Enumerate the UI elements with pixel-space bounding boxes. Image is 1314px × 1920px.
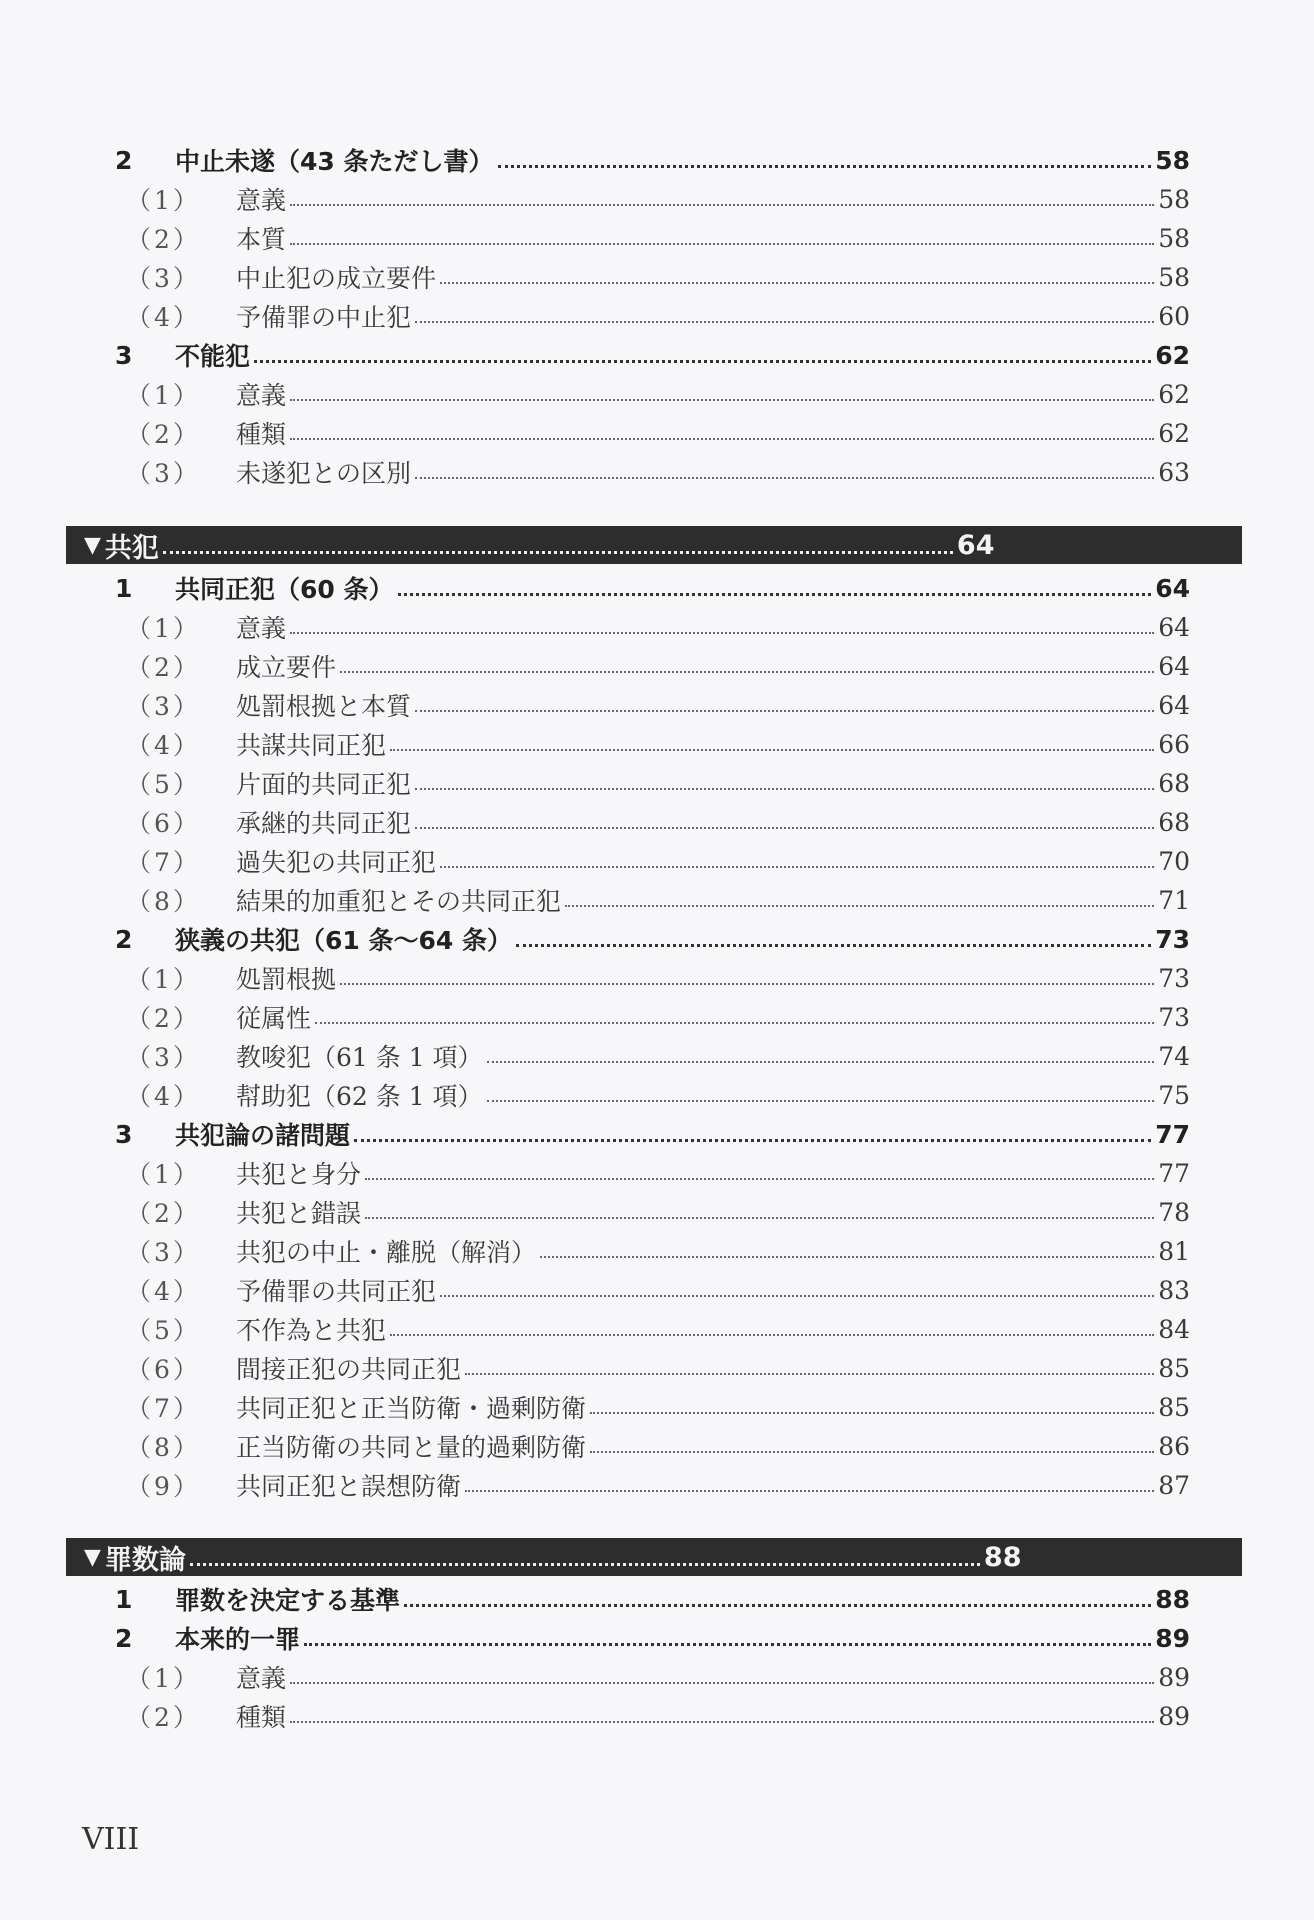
entry-number: （3） <box>126 1238 201 1267</box>
triangle-down-icon: ▼ <box>84 532 101 558</box>
dot-leader <box>516 944 1151 947</box>
item-entry <box>126 763 1190 803</box>
entry-title: 狭義の共犯（61 条〜64 条） <box>175 926 512 955</box>
section-page: 88 <box>983 1541 1022 1573</box>
entry-number: 3 <box>115 340 133 370</box>
item-entry <box>126 296 1190 336</box>
entry-number: （3） <box>126 264 201 293</box>
item-entry <box>126 1657 1190 1697</box>
entry-page: 64 <box>1158 651 1190 681</box>
item-entry <box>126 1426 1190 1466</box>
entry-number: （8） <box>126 887 201 916</box>
entry-number: 1 <box>115 573 133 603</box>
entry-title: 予備罪の中止犯 <box>236 303 412 332</box>
item-entry <box>126 179 1190 219</box>
subsection-entry <box>115 919 1190 959</box>
entry-title: 教唆犯（61 条 1 項） <box>236 1043 483 1072</box>
entry-number: （4） <box>126 1277 201 1306</box>
entry-title: 中止犯の成立要件 <box>236 264 437 293</box>
item-entry <box>126 218 1190 258</box>
entry-page: 83 <box>1158 1275 1190 1305</box>
entry-page: 89 <box>1155 1623 1190 1653</box>
entry-number: （2） <box>126 1004 201 1033</box>
item-entry <box>126 685 1190 725</box>
section-title: 罪数論 <box>104 1544 186 1576</box>
item-entry <box>126 452 1190 492</box>
dot-leader <box>365 1217 1154 1219</box>
entry-title: 共謀共同正犯 <box>236 731 387 760</box>
entry-title: 未遂犯との区別 <box>236 459 412 488</box>
section-bar <box>66 526 1242 564</box>
entry-page: 62 <box>1155 340 1190 370</box>
entry-title: 意義 <box>236 186 287 215</box>
dot-leader <box>415 321 1154 323</box>
entry-number: （2） <box>126 1199 201 1228</box>
item-entry <box>126 1192 1190 1232</box>
entry-number: 2 <box>115 1623 133 1653</box>
entry-number: （1） <box>126 965 201 994</box>
dot-leader <box>465 1373 1154 1375</box>
dot-leader <box>498 165 1152 168</box>
entry-title: 正当防衛の共同と量的過剰防衛 <box>236 1433 587 1462</box>
entry-number: （3） <box>126 1043 201 1072</box>
item-entry <box>126 1387 1190 1427</box>
subsection-entry <box>115 1114 1190 1154</box>
entry-number: （4） <box>126 1082 201 1111</box>
dot-leader <box>487 1100 1155 1102</box>
entry-page: 63 <box>1158 457 1190 487</box>
item-entry <box>126 1348 1190 1388</box>
entry-title: 共犯と身分 <box>236 1160 362 1189</box>
entry-title: 共犯の中止・離脱（解消） <box>236 1238 537 1267</box>
entry-number: （9） <box>126 1472 201 1501</box>
entry-page: 58 <box>1158 223 1190 253</box>
dot-leader <box>290 204 1154 206</box>
entry-number: （6） <box>126 1355 201 1384</box>
entry-number: （6） <box>126 809 201 838</box>
entry-page: 73 <box>1155 924 1190 954</box>
subsection-entry <box>115 568 1190 608</box>
item-entry <box>126 1075 1190 1115</box>
entry-title: 片面的共同正犯 <box>236 770 412 799</box>
dot-leader <box>290 438 1154 440</box>
dot-leader <box>340 983 1154 985</box>
entry-page: 58 <box>1158 184 1190 214</box>
entry-number: （4） <box>126 731 201 760</box>
dot-leader <box>465 1490 1154 1492</box>
entry-page: 70 <box>1158 846 1190 876</box>
dot-leader <box>254 360 1151 363</box>
entry-page: 64 <box>1158 612 1190 642</box>
item-entry <box>126 1309 1190 1349</box>
dot-leader <box>365 1178 1154 1180</box>
entry-title: 種類 <box>236 1703 287 1732</box>
entry-number: （5） <box>126 770 201 799</box>
entry-title: 意義 <box>236 381 287 410</box>
entry-number: （7） <box>126 1394 201 1423</box>
dot-leader <box>354 1139 1151 1142</box>
entry-title: 結果的加重犯とその共同正犯 <box>236 887 562 916</box>
entry-number: 1 <box>115 1584 133 1614</box>
dot-leader <box>540 1256 1154 1258</box>
entry-number: 2 <box>115 924 133 954</box>
entry-title: 本来的一罪 <box>175 1625 301 1654</box>
subsection-entry <box>115 335 1190 375</box>
entry-title: 処罰根拠と本質 <box>236 692 412 721</box>
entry-page: 77 <box>1155 1119 1190 1149</box>
entry-title: 予備罪の共同正犯 <box>236 1277 437 1306</box>
dot-leader <box>415 710 1154 712</box>
entry-page: 58 <box>1155 145 1190 175</box>
entry-number: （3） <box>126 459 201 488</box>
subsection-entry <box>115 1618 1190 1658</box>
entry-title: 処罰根拠 <box>236 965 337 994</box>
entry-title: 承継的共同正犯 <box>236 809 412 838</box>
entry-page: 85 <box>1158 1392 1190 1422</box>
item-entry <box>126 958 1190 998</box>
entry-page: 84 <box>1158 1314 1190 1344</box>
item-entry <box>126 1153 1190 1193</box>
entry-title: 不能犯 <box>175 342 251 371</box>
item-entry <box>126 1231 1190 1271</box>
entry-number: （2） <box>126 653 201 682</box>
dot-leader <box>163 551 953 554</box>
entry-title: 過失犯の共同正犯 <box>236 848 437 877</box>
dot-leader <box>315 1022 1154 1024</box>
triangle-down-icon: ▼ <box>84 1544 101 1570</box>
section-page: 64 <box>956 529 995 561</box>
entry-page: 62 <box>1158 379 1190 409</box>
entry-title: 共同正犯と正当防衛・過剰防衛 <box>236 1394 587 1423</box>
entry-title: 不作為と共犯 <box>236 1316 387 1345</box>
entry-page: 58 <box>1158 262 1190 292</box>
dot-leader <box>190 1563 980 1566</box>
dot-leader <box>415 827 1154 829</box>
entry-page: 62 <box>1158 418 1190 448</box>
entry-title: 成立要件 <box>236 653 337 682</box>
entry-number: （1） <box>126 186 201 215</box>
entry-title: 意義 <box>236 1664 287 1693</box>
dot-leader <box>390 1334 1154 1336</box>
entry-title: 共同正犯（60 条） <box>175 575 394 604</box>
entry-page: 81 <box>1158 1236 1190 1266</box>
dot-leader <box>590 1451 1154 1453</box>
item-entry <box>126 841 1190 881</box>
item-entry <box>126 802 1190 842</box>
item-entry <box>126 374 1190 414</box>
entry-page: 64 <box>1155 573 1190 603</box>
dot-leader <box>440 1295 1154 1297</box>
entry-page: 66 <box>1158 729 1190 759</box>
entry-page: 89 <box>1158 1662 1190 1692</box>
item-entry <box>126 1036 1190 1076</box>
entry-title: 幇助犯（62 条 1 項） <box>236 1082 483 1111</box>
item-entry <box>126 646 1190 686</box>
entry-number: （1） <box>126 614 201 643</box>
entry-number: （4） <box>126 303 201 332</box>
entry-title: 罪数を決定する基準 <box>175 1586 401 1615</box>
entry-title: 種類 <box>236 420 287 449</box>
item-entry <box>126 1696 1190 1736</box>
entry-number: （8） <box>126 1433 201 1462</box>
entry-title: 本質 <box>236 225 287 254</box>
dot-leader <box>487 1061 1155 1063</box>
item-entry <box>126 1270 1190 1310</box>
entry-page: 89 <box>1158 1701 1190 1731</box>
entry-page: 71 <box>1158 885 1190 915</box>
entry-page: 73 <box>1158 1002 1190 1032</box>
item-entry <box>126 257 1190 297</box>
subsection-entry <box>115 140 1190 180</box>
entry-page: 87 <box>1158 1470 1190 1500</box>
subsection-entry <box>115 1579 1190 1619</box>
entry-title: 共犯と錯誤 <box>236 1199 362 1228</box>
entry-page: 60 <box>1158 301 1190 331</box>
entry-number: （5） <box>126 1316 201 1345</box>
item-entry <box>126 724 1190 764</box>
entry-number: （1） <box>126 1160 201 1189</box>
entry-number: （1） <box>126 1664 201 1693</box>
entry-title: 意義 <box>236 614 287 643</box>
dot-leader <box>290 1721 1154 1723</box>
dot-leader <box>290 243 1154 245</box>
entry-number: （2） <box>126 420 201 449</box>
entry-number: （2） <box>126 225 201 254</box>
dot-leader <box>340 671 1154 673</box>
section-bar <box>66 1538 1242 1576</box>
dot-leader <box>398 593 1152 596</box>
item-entry <box>126 413 1190 453</box>
entry-title: 共犯論の諸問題 <box>175 1121 351 1150</box>
entry-number: 2 <box>115 145 133 175</box>
dot-leader <box>290 632 1154 634</box>
entry-title: 中止未遂（43 条ただし書） <box>175 147 494 176</box>
entry-page: 73 <box>1158 963 1190 993</box>
entry-number: （3） <box>126 692 201 721</box>
dot-leader <box>390 749 1154 751</box>
dot-leader <box>440 866 1154 868</box>
entry-number: （2） <box>126 1703 201 1732</box>
section-title: 共犯 <box>104 532 159 564</box>
dot-leader <box>565 905 1154 907</box>
item-entry <box>126 607 1190 647</box>
entry-page: 77 <box>1158 1158 1190 1188</box>
dot-leader <box>304 1643 1151 1646</box>
dot-leader <box>415 477 1154 479</box>
entry-page: 86 <box>1158 1431 1190 1461</box>
entry-title: 従属性 <box>236 1004 312 1033</box>
dot-leader <box>415 788 1154 790</box>
entry-page: 85 <box>1158 1353 1190 1383</box>
item-entry <box>126 880 1190 920</box>
entry-page: 74 <box>1158 1041 1190 1071</box>
dot-leader <box>404 1604 1151 1607</box>
entry-number: （1） <box>126 381 201 410</box>
entry-number: 3 <box>115 1119 133 1149</box>
entry-page: 75 <box>1158 1080 1190 1110</box>
entry-page: 88 <box>1155 1584 1190 1614</box>
entry-page: 64 <box>1158 690 1190 720</box>
entry-page: 68 <box>1158 807 1190 837</box>
entry-page: 68 <box>1158 768 1190 798</box>
entry-title: 共同正犯と誤想防衛 <box>236 1472 462 1501</box>
page-number: VIII <box>82 1822 140 1857</box>
dot-leader <box>440 282 1154 284</box>
entry-number: （7） <box>126 848 201 877</box>
entry-page: 78 <box>1158 1197 1190 1227</box>
item-entry <box>126 1465 1190 1505</box>
dot-leader <box>290 399 1154 401</box>
item-entry <box>126 997 1190 1037</box>
dot-leader <box>590 1412 1154 1414</box>
dot-leader <box>290 1682 1154 1684</box>
entry-title: 間接正犯の共同正犯 <box>236 1355 462 1384</box>
